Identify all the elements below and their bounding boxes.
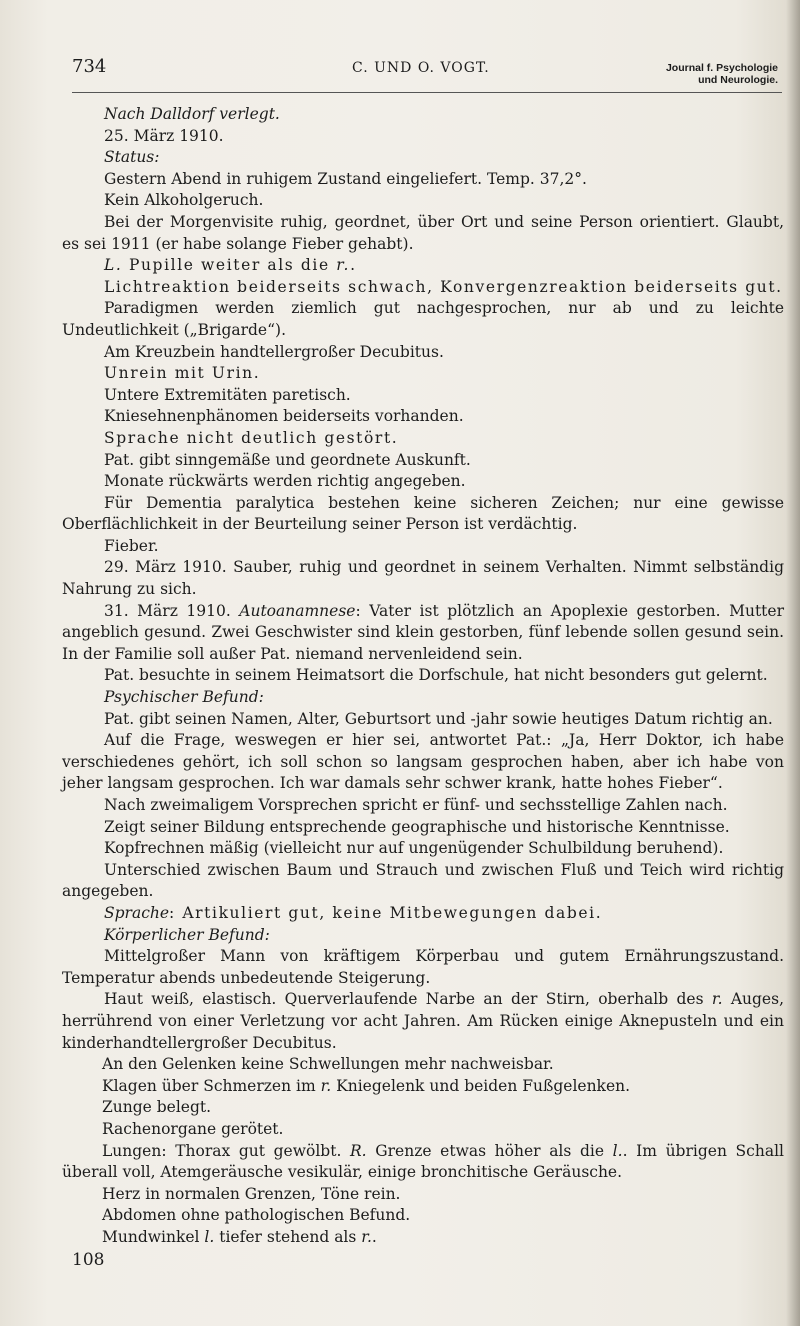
journal-line-1: Journal f. Psychologie [665,62,778,74]
page-number: 734 [72,56,107,77]
abbrev: r. [711,990,723,1009]
text-run: : Artikuliert gut, keine Mitbewegungen dabei. [169,903,603,922]
text-run: Auges, herrührend von einer Verletzung vor acht Jahren. Am Rücken einige Aknepusteln und ein kinderhandtellergroßer Decubitus. [62,990,784,1052]
paragraph [62,903,784,925]
paragraph: Sprache nicht deutlich gestört. [104,428,399,447]
paragraph [62,1227,784,1249]
paragraph: Herz in normalen Grenzen, Töne rein. [102,1184,401,1203]
paragraph: 29. März 1910. Sauber, ruhig und geordnet in seinem Verhalten. Nimmt selbständig Nahrung zu sich. [62,558,784,599]
text-run: Mundwinkel [102,1227,205,1246]
running-title-authors: C. UND O. VOGT. [352,60,490,76]
paragraph: Rachenorgane gerötet. [102,1119,284,1138]
abbrev: l. [612,1141,623,1160]
text-run: Klagen über Schmerzen im [102,1076,321,1095]
text-run: : Vater ist plötzlich an Apoplexie gestorben. Mutter angeblich gesund. Zwei Geschwister sind klein gestorben, fünf lebende sollen gesund sein. In der Familie soll außer Pat. niemand nervenleidend sein. [62,601,784,663]
journal-line-2: und Neurologie. [698,74,778,86]
abbrev: r. [361,1227,372,1246]
paragraph: An den Gelenken keine Schwellungen mehr nachweisbar. [102,1055,554,1074]
paragraph: Am Kreuzbein handtellergroßer Decubitus. [104,342,444,361]
paragraph: Zunge belegt. [102,1098,212,1117]
paragraph: Lichtreaktion beiderseits schwach, Konvergenzreaktion beiderseits gut. [104,277,783,296]
text-run: Lungen: Thorax gut gewölbt. [102,1141,351,1160]
section-heading: Autoanamnese [239,601,356,620]
text-run: Kniegelenk und beiden Fußgelenken. [331,1076,631,1095]
paragraph: Unrein mit Urin. [104,364,261,383]
text-run: tiefer stehend als [214,1227,362,1246]
paragraph: Nach Dalldorf verlegt. [104,105,280,123]
paragraph: Untere Extremitäten paretisch. [104,385,351,404]
signature-mark: 108 [72,1250,105,1270]
paragraph [62,1141,784,1184]
date-entry: 25. März 1910. [104,126,224,145]
paragraph: Auf die Frage, weswegen er hier sei, antwortet Pat.: „Ja, Herr Doktor, ich habe verschiedenes gehört, ich soll schon so langsam gesprochen haben, aber ich habe von jeher langsam gesprochen. Ich war damals sehr schwer krank, hatte hohes Fieber“. [62,731,784,793]
paragraph: Monate rückwärts werden richtig angegeben. [104,472,466,491]
paragraph: Pat. besuchte in seinem Heimatsort die Dorfschule, hat nicht besonders gut gelernt. [104,666,768,685]
paragraph: Mittelgroßer Mann von kräftigem Körperbau und gutem Ernährungszustand. Temperatur abends unbedeutende Steigerung. [62,947,784,987]
section-heading: Körperlicher Befund: [104,925,270,944]
paragraph: Abdomen ohne pathologischen Befund. [102,1206,411,1225]
journal-name [666,62,778,86]
paragraph: Für Dementia paralytica bestehen keine sicheren Zeichen; nur eine gewisse Oberflächlichkeit in der Beurteilung seiner Person ist verdächtig. [62,493,784,534]
paragraph [62,1076,784,1098]
paragraph: Pat. gibt seinen Namen, Alter, Geburtsort und -jahr sowie heutiges Datum richtig an. [104,709,773,728]
section-heading: Psychischer Befund: [104,688,264,707]
text-run: . [350,256,357,275]
page-body [62,104,784,1248]
text-run: Pupille weiter als die [122,256,337,275]
paragraph: Kniesehnenphänomen beiderseits vorhanden. [104,407,464,426]
running-header [72,56,782,93]
abbrev: R. [350,1141,367,1160]
paragraph: Pat. gibt sinngemäße und geordnete Auskunft. [104,450,471,469]
text-run: 31. März 1910. [104,601,240,620]
text-run: Haut weiß, elastisch. Querverlaufende Narbe an der Stirn, oberhalb des [104,990,712,1009]
text-run: . [371,1227,377,1246]
text-run: Grenze etwas höher als die [366,1141,613,1160]
paragraph: Kopfrechnen mäßig (vielleicht nur auf ungenügender Schulbildung beruhend). [104,839,724,858]
section-heading: Status: [104,148,160,167]
abbrev: L. [104,256,123,275]
paragraph: Fieber. [104,536,159,555]
abbrev: r. [336,256,351,275]
text-run: . Im übrigen Schall überall voll, Atemgeräusche vesikulär, einige bronchitische Geräusche. [62,1141,784,1182]
paragraph [62,601,784,666]
paragraph: Zeigt seiner Bildung entsprechende geographische und historische Kenntnisse. [104,817,730,836]
paragraph [62,989,784,1054]
paragraph: Gestern Abend in ruhigem Zustand eingeliefert. Temp. 37,2°. [104,169,587,188]
paragraph [62,255,784,277]
paragraph: Unterschied zwischen Baum und Strauch und zwischen Fluß und Teich wird richtig angegeben. [62,860,784,901]
abbrev: l. [204,1227,215,1246]
paragraph: Nach zweimaligem Vorsprechen spricht er fünf- und sechsstellige Zahlen nach. [104,796,728,814]
section-heading: Sprache [104,903,170,922]
paragraph: Bei der Morgenvisite ruhig, geordnet, über Ort und seine Person orientiert. Glaubt, es sei 1911 (er habe solange Fieber gehabt). [62,212,784,253]
abbrev: r. [320,1076,332,1095]
paragraph: Paradigmen werden ziemlich gut nachgesprochen, nur ab und zu leichte Undeutlichkeit („Brigarde“). [62,299,784,339]
paragraph: Kein Alkoholgeruch. [104,191,264,210]
